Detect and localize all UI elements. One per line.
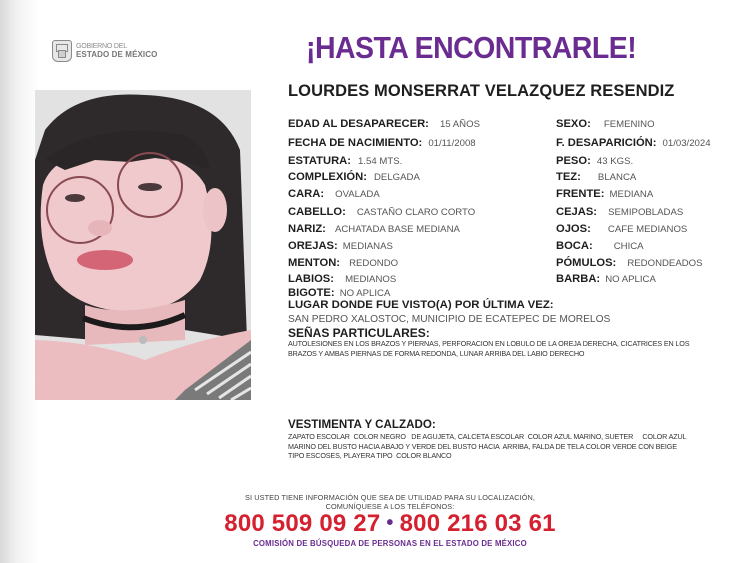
logo-text <box>76 43 157 59</box>
field-build <box>288 170 420 185</box>
field-weight <box>556 154 633 169</box>
bullet-separator-icon: • <box>386 512 394 534</box>
field-value: FEMENINO <box>603 119 655 130</box>
field-label: CARA: <box>288 188 325 200</box>
clothing-line-3: TIPO ESCOSES, PLAYERA TIPO COLOR BLANCO <box>288 451 452 461</box>
field-label: BARBA: <box>556 273 601 285</box>
clothing-heading: VESTIMENTA Y CALZADO: <box>288 418 436 431</box>
field-sex <box>556 117 655 132</box>
government-logo <box>52 40 157 62</box>
field-value: MEDIANA <box>609 189 654 200</box>
field-label: BIGOTE: <box>288 287 335 299</box>
field-label: PESO: <box>556 155 591 167</box>
field-value: NO APLICA <box>605 274 656 285</box>
field-label: TEZ: <box>556 171 581 183</box>
marks-line-2: BRAZOS Y AMBAS PIERNAS DE FORMA REDONDA, LUNAR ARRIBA DEL LABIO DERECHO <box>288 348 585 358</box>
field-label: FECHA DE NACIMIENTO: <box>288 137 423 149</box>
field-face <box>288 187 380 202</box>
clothing-text <box>288 432 748 461</box>
field-value: DELGADA <box>374 172 420 183</box>
field-label: OJOS: <box>556 223 591 235</box>
field-cheekbones <box>556 256 703 271</box>
field-label: ESTATURA: <box>288 155 351 167</box>
field-label: NARIZ: <box>288 223 326 235</box>
field-value: REDONDEADOS <box>627 258 703 269</box>
field-value: 43 KGS. <box>596 156 634 167</box>
field-value: CASTAÑO CLARO CORTO <box>356 207 476 218</box>
state-coat-of-arms-icon <box>52 40 72 62</box>
logo-line-2: ESTADO DE MÉXICO <box>76 50 158 59</box>
clothing-line-2: MARINO DEL BUSTO HACIA ABAJO Y VERDE DEL BUSTO HACIA ARRIBA, FALDA DE TELA COLOR VERDE CON BEIGE <box>288 441 677 451</box>
field-height <box>288 154 402 169</box>
field-value: OVALADA <box>335 189 380 200</box>
person-photo <box>35 90 251 400</box>
field-eyes <box>556 222 687 237</box>
field-age <box>288 117 480 132</box>
field-beard <box>556 272 656 287</box>
phone-number-2[interactable]: 800 216 03 61 <box>399 510 556 537</box>
field-value: CAFE MEDIANOS <box>607 224 688 235</box>
field-complexion <box>556 170 636 185</box>
last-seen-location: SAN PEDRO XALOSTOC, MUNICIPIO DE ECATEPEC DE MORELOS <box>288 314 611 325</box>
agency-name: COMISIÓN DE BÚSQUEDA DE PERSONAS EN EL ESTADO DE MÉXICO <box>253 539 527 548</box>
field-forehead <box>556 187 653 202</box>
field-label: MENTON: <box>288 257 340 269</box>
field-label: EDAD AL DESAPARECER: <box>288 118 429 130</box>
field-label: F. DESAPARICIÓN: <box>556 137 657 149</box>
field-mouth <box>556 239 644 254</box>
contact-note-line-1: SI USTED TIENE INFORMACIÓN QUE SEA DE UTILIDAD PARA SU LOCALIZACIÓN, <box>245 493 535 502</box>
contact-note-line-2: COMUNÍQUESE A LOS TELÉFONOS: <box>325 502 455 511</box>
field-lips <box>288 272 396 287</box>
phone-numbers <box>150 510 630 538</box>
field-label: COMPLEXIÓN: <box>288 171 367 183</box>
field-label: FRENTE: <box>556 188 605 200</box>
field-ears <box>288 239 393 254</box>
marks-line-1: AUTOLESIONES EN LOS BRAZOS Y PIERNAS, PERFORACION EN LOBULO DE LA OREJA DERECHA, CICATRICES EN LOS <box>288 339 690 348</box>
field-value: SEMIPOBLADAS <box>608 207 684 218</box>
field-chin <box>288 256 398 271</box>
field-value: 1.54 MTS. <box>358 156 403 167</box>
field-label: LABIOS: <box>288 273 334 285</box>
field-nose <box>288 222 460 237</box>
distinguishing-marks-text <box>288 339 748 358</box>
field-value: CHICA <box>613 241 644 252</box>
last-seen-heading: LUGAR DONDE FUE VISTO(A) POR ÚLTIMA VEZ: <box>288 299 554 311</box>
field-value: BLANCA <box>597 172 637 183</box>
field-label: OREJAS: <box>288 240 338 252</box>
field-label: PÓMULOS: <box>556 257 617 269</box>
phone-number-1[interactable]: 800 509 09 27 <box>224 510 381 537</box>
field-hair <box>288 205 475 220</box>
field-value: 01/03/2024 <box>662 138 711 149</box>
logo-line-1: GOBIERNO DEL <box>76 43 127 50</box>
field-label: CEJAS: <box>556 206 598 218</box>
field-value: MEDIANAS <box>342 241 393 252</box>
poster-headline: ¡HASTA ENCONTRARLE! <box>306 30 637 65</box>
field-birth-date <box>288 136 476 151</box>
field-value: REDONDO <box>349 258 399 269</box>
field-disappearance-date <box>556 136 711 151</box>
field-label: BOCA: <box>556 240 593 252</box>
person-name: LOURDES MONSERRAT VELAZQUEZ RESENDIZ <box>288 82 675 100</box>
field-value: MEDIANOS <box>345 274 397 285</box>
field-value: ACHATADA BASE MEDIANA <box>334 224 460 235</box>
portrait-illustration <box>35 90 251 400</box>
clothing-line-1: ZAPATO ESCOLAR COLOR NEGRO DE AGUJETA, CALCETA ESCOLAR COLOR AZUL MARINO, SUETER COLOR AZUL <box>288 432 687 441</box>
field-value: 15 AÑOS <box>439 119 480 130</box>
distinguishing-marks-heading: SEÑAS PARTICULARES: <box>288 326 430 340</box>
field-eyebrows <box>556 205 683 220</box>
field-value: NO APLICA <box>339 288 391 299</box>
field-label: SEXO: <box>556 118 591 130</box>
field-value: 01/11/2008 <box>428 138 476 149</box>
field-label: CABELLO: <box>288 206 346 218</box>
